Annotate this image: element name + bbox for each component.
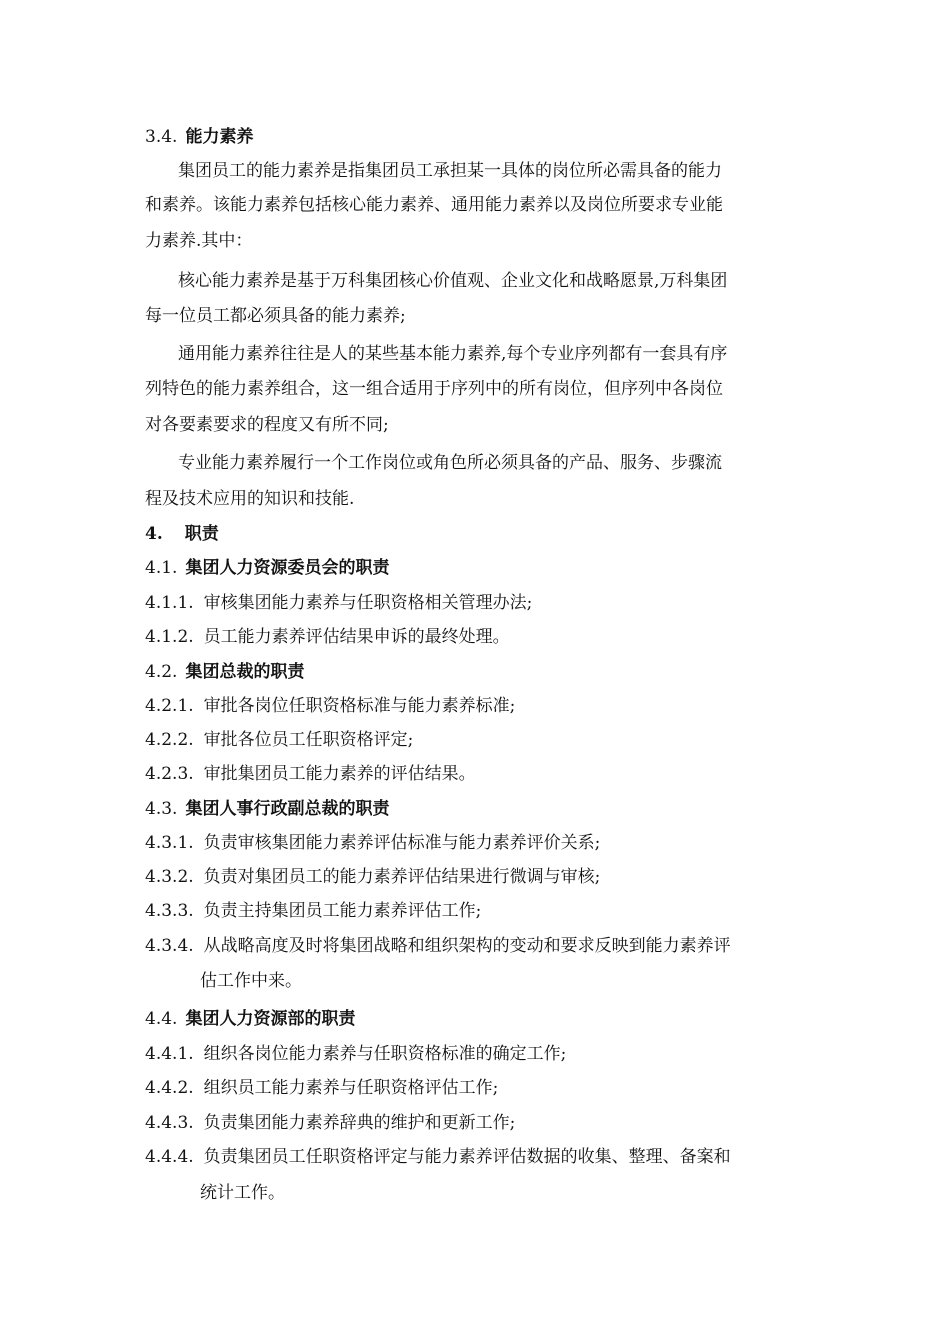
paragraph-line: 力素养.其中：	[145, 231, 253, 251]
paragraph-line: 列特色的能力素养组合，这一组合适用于序列中的所有岗位，但序列中各岗位	[145, 379, 723, 399]
section-number: 4.1.	[145, 558, 178, 578]
list-item	[145, 826, 600, 860]
section-heading	[145, 792, 389, 826]
list-item-continuation: 统计工作。	[200, 1183, 285, 1203]
section-number: 4.	[145, 524, 163, 544]
list-item	[145, 894, 481, 928]
item-text: 员工能力素养评估结果申诉的最终处理。	[203, 627, 510, 647]
list-item	[145, 689, 515, 723]
item-text: 审核集团能力素养与任职资格相关管理办法;	[203, 593, 533, 613]
item-text: 负责集团能力素养辞典的维护和更新工作;	[203, 1113, 516, 1133]
item-text: 负责对集团员工的能力素养评估结果进行微调与审核;	[203, 867, 601, 887]
paragraph-line: 每一位员工都必须具备的能力素养;	[145, 306, 406, 326]
section-title: 能力素养	[185, 127, 254, 147]
section-heading	[145, 1002, 355, 1036]
item-number: 4.4.4.	[145, 1147, 194, 1167]
item-text: 组织各岗位能力素养与任职资格标准的确定工作;	[203, 1044, 567, 1064]
section-number: 4.2.	[145, 662, 178, 682]
section-heading	[145, 120, 253, 154]
item-number: 4.4.1.	[145, 1044, 194, 1064]
section-title: 职责	[184, 524, 219, 544]
item-number: 4.4.3.	[145, 1113, 194, 1133]
section-number: 4.3.	[145, 799, 178, 819]
paragraph-line: 通用能力素养往往是人的某些基本能力素养,每个专业序列都有一套具有序	[178, 344, 728, 364]
list-item	[145, 1037, 566, 1071]
item-text: 审批各岗位任职资格标准与能力素养标准;	[203, 696, 516, 716]
section-heading	[145, 517, 219, 551]
list-item	[145, 860, 600, 894]
list-item	[145, 620, 510, 654]
list-item	[145, 586, 532, 620]
paragraph-line: 集团员工的能力素养是指集团员工承担某一具体的岗位所必需具备的能力	[178, 161, 722, 181]
paragraph-line: 和素养。该能力素养包括核心能力素养、通用能力素养以及岗位所要求专业能	[145, 195, 723, 215]
list-item	[145, 1071, 498, 1105]
item-text: 负责主持集团员工能力素养评估工作;	[203, 901, 482, 921]
paragraph-line: 专业能力素养履行一个工作岗位或角色所必须具备的产品、服务、步骤流	[178, 453, 722, 473]
section-title: 集团人事行政副总裁的职责	[185, 799, 390, 819]
item-number: 4.1.1.	[145, 593, 194, 613]
list-item-continuation: 估工作中来。	[200, 971, 302, 991]
item-text: 组织员工能力素养与任职资格评估工作;	[203, 1078, 499, 1098]
section-title: 集团人力资源委员会的职责	[185, 558, 390, 578]
item-number: 4.3.2.	[145, 867, 194, 887]
item-number: 4.2.2.	[145, 730, 194, 750]
paragraph-line: 核心能力素养是基于万科集团核心价值观、企业文化和战略愿景,万科集团	[178, 271, 728, 291]
item-text: 审批各位员工任职资格评定;	[203, 730, 414, 750]
list-item	[145, 929, 731, 963]
item-number: 4.3.1.	[145, 833, 194, 853]
list-item	[145, 757, 476, 791]
item-text: 负责审核集团能力素养评估标准与能力素养评价关系;	[203, 833, 601, 853]
item-text: 审批集团员工能力素养的评估结果。	[203, 764, 476, 784]
section-number: 4.4.	[145, 1009, 178, 1029]
section-title: 集团人力资源部的职责	[185, 1009, 356, 1029]
item-number: 4.3.4.	[145, 936, 194, 956]
list-item	[145, 1106, 515, 1140]
item-number: 4.1.2.	[145, 627, 194, 647]
paragraph-line: 程及技术应用的知识和技能.	[145, 489, 355, 509]
item-text: 从战略高度及时将集团战略和组织架构的变动和要求反映到能力素养评	[203, 936, 731, 956]
item-number: 4.2.3.	[145, 764, 194, 784]
item-text: 负责集团员工任职资格评定与能力素养评估数据的收集、整理、备案和	[203, 1147, 731, 1167]
paragraph-line: 对各要素要求的程度又有所不同;	[145, 415, 389, 435]
list-item	[145, 723, 413, 757]
item-number: 4.4.2.	[145, 1078, 194, 1098]
item-number: 4.3.3.	[145, 901, 194, 921]
section-heading	[145, 551, 389, 585]
section-number: 3.4.	[145, 127, 178, 147]
item-number: 4.2.1.	[145, 696, 194, 716]
section-heading	[145, 655, 304, 689]
section-title: 集团总裁的职责	[185, 662, 305, 682]
list-item	[145, 1140, 731, 1174]
